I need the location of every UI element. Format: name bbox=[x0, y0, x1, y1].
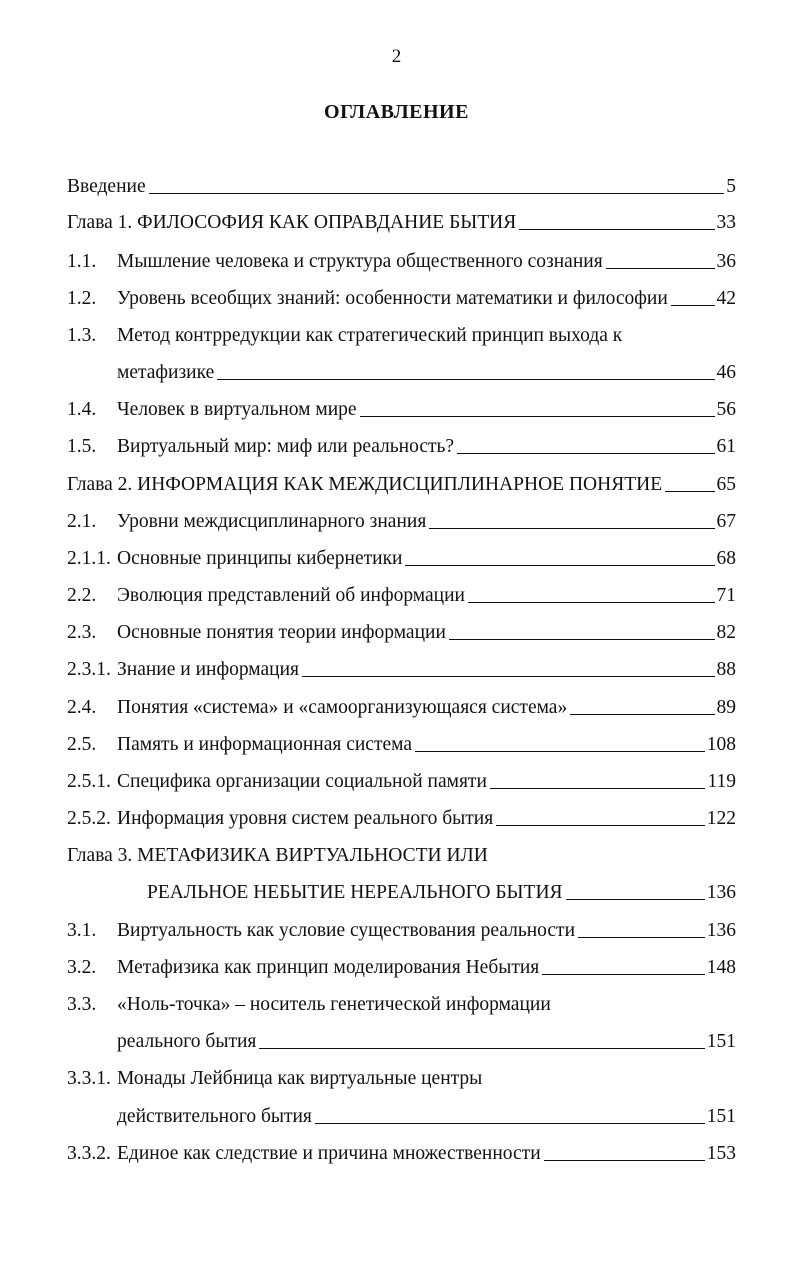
toc-entry-text: действительного бытия bbox=[117, 1106, 312, 1127]
toc-entry-number: 2.5.1. bbox=[67, 771, 111, 792]
toc-entry-1-3-continued[interactable] bbox=[67, 362, 736, 388]
dot-leader bbox=[217, 362, 714, 380]
toc-entry-1-5[interactable] bbox=[67, 436, 736, 462]
toc-entry-text: реального бытия bbox=[117, 1031, 257, 1052]
toc-entry-number: 2.3.1. bbox=[67, 659, 111, 680]
toc-title: ОГЛАВЛЕНИЕ bbox=[324, 101, 469, 123]
dot-leader bbox=[606, 251, 715, 269]
dot-leader bbox=[302, 659, 715, 677]
toc-entry-page: 71 bbox=[716, 585, 736, 606]
toc-entry-number: 2.2. bbox=[67, 585, 97, 606]
toc-entry-number: 3.3.2. bbox=[67, 1143, 111, 1164]
toc-entry-2-5-1[interactable] bbox=[67, 771, 736, 797]
dot-leader bbox=[566, 882, 705, 900]
toc-entry-2-5[interactable] bbox=[67, 734, 736, 760]
dot-leader bbox=[415, 734, 705, 752]
toc-entry-page: 122 bbox=[706, 808, 736, 829]
dot-leader bbox=[149, 176, 725, 194]
toc-entry-page: 33 bbox=[716, 212, 736, 233]
toc-entry-2-1[interactable] bbox=[67, 511, 736, 537]
toc-entry-text: Единое как следствие и причина множественности bbox=[117, 1143, 541, 1164]
toc-entry-page: 88 bbox=[716, 659, 736, 680]
toc-entry-number: 2.5. bbox=[67, 734, 97, 755]
toc-entry-chapter-2[interactable] bbox=[67, 474, 736, 500]
dot-leader bbox=[542, 957, 704, 975]
dot-leader bbox=[665, 474, 714, 492]
toc-entry-page: 46 bbox=[716, 362, 736, 383]
toc-entry-text: метафизике bbox=[117, 362, 215, 383]
dot-leader bbox=[578, 920, 705, 938]
toc-entry-text: Мышление человека и структура общественного сознания bbox=[117, 251, 603, 272]
dot-leader bbox=[468, 585, 715, 603]
dot-leader bbox=[496, 808, 705, 826]
toc-entry-text: Монады Лейбница как виртуальные центры bbox=[117, 1068, 483, 1089]
toc-entry-number: 3.1. bbox=[67, 920, 97, 941]
toc-entry-text: РЕАЛЬНОЕ НЕБЫТИЕ НЕРЕАЛЬНОГО БЫТИЯ bbox=[147, 882, 563, 903]
toc-entry-3-1[interactable] bbox=[67, 920, 736, 946]
toc-entry-page: 65 bbox=[716, 474, 736, 495]
toc-entry-introduction[interactable] bbox=[67, 176, 736, 202]
toc-entry-2-3[interactable] bbox=[67, 622, 736, 648]
toc-entry-1-3[interactable] bbox=[67, 325, 736, 351]
toc-entry-3-3-1-continued[interactable] bbox=[67, 1106, 736, 1132]
toc-entry-3-3-continued[interactable] bbox=[67, 1031, 736, 1057]
toc-entry-chapter-3-continued[interactable] bbox=[67, 882, 736, 908]
toc-entry-number: 1.2. bbox=[67, 288, 97, 309]
dot-leader bbox=[405, 548, 714, 566]
toc-entry-page: 68 bbox=[716, 548, 736, 569]
toc-entry-text: Память и информационная система bbox=[117, 734, 412, 755]
dot-leader bbox=[519, 212, 714, 230]
toc-entry-page: 5 bbox=[726, 176, 736, 197]
toc-entry-text: Информация уровня систем реального бытия bbox=[117, 808, 494, 829]
toc-entry-page: 67 bbox=[716, 511, 736, 532]
toc-entry-page: 151 bbox=[706, 1106, 736, 1127]
toc-entry-page: 82 bbox=[716, 622, 736, 643]
page-number: 2 bbox=[391, 46, 402, 67]
dot-leader bbox=[259, 1031, 704, 1049]
toc-entry-number: 2.1.1. bbox=[67, 548, 111, 569]
dot-leader bbox=[671, 288, 715, 306]
toc-entry-number: 2.1. bbox=[67, 511, 97, 532]
toc-entry-number: 3.3.1. bbox=[67, 1068, 111, 1089]
toc-entry-page: 89 bbox=[716, 697, 736, 718]
toc-entry-2-2[interactable] bbox=[67, 585, 736, 611]
toc-entry-2-1-1[interactable] bbox=[67, 548, 736, 574]
toc-entry-3-3[interactable] bbox=[67, 994, 736, 1020]
toc-entry-page: 136 bbox=[706, 882, 736, 903]
toc-entry-number: 2.5.2. bbox=[67, 808, 111, 829]
toc-entry-number: 1.5. bbox=[67, 436, 97, 457]
dot-leader bbox=[315, 1106, 705, 1124]
toc-entry-number: 1.4. bbox=[67, 399, 97, 420]
toc-entry-number: 3.3. bbox=[67, 994, 97, 1015]
toc-entry-1-1[interactable] bbox=[67, 251, 736, 277]
toc-entry-page: 61 bbox=[716, 436, 736, 457]
toc-entry-text: Метафизика как принцип моделирования Небытия bbox=[117, 957, 540, 978]
toc-entry-number: 2.3. bbox=[67, 622, 97, 643]
toc-entry-2-3-1[interactable] bbox=[67, 659, 736, 685]
toc-entry-page: 151 bbox=[706, 1031, 736, 1052]
dot-leader bbox=[449, 622, 715, 640]
toc-entry-text: Знание и информация bbox=[117, 659, 299, 680]
toc-entry-3-3-1[interactable] bbox=[67, 1068, 736, 1094]
toc-entry-page: 108 bbox=[706, 734, 736, 755]
toc-entry-text: Виртуальный мир: миф или реальность? bbox=[117, 436, 455, 457]
dot-leader bbox=[490, 771, 706, 789]
toc-entry-text: Метод контрредукции как стратегический принцип выхода к bbox=[117, 325, 623, 346]
toc-entry-text: Понятия «система» и «самоорганизующаяся система» bbox=[117, 697, 568, 718]
toc-entry-number: 1.1. bbox=[67, 251, 97, 272]
dot-leader bbox=[457, 436, 714, 454]
toc-entry-page: 42 bbox=[716, 288, 736, 309]
toc-entry-number: 2.4. bbox=[67, 697, 97, 718]
toc-entry-text: Человек в виртуальном мире bbox=[117, 399, 357, 420]
dot-leader bbox=[544, 1143, 705, 1161]
toc-entry-chapter-1[interactable] bbox=[67, 212, 736, 238]
toc-entry-text: Глава 3. МЕТАФИЗИКА ВИРТУАЛЬНОСТИ ИЛИ bbox=[67, 845, 488, 866]
toc-entry-page: 136 bbox=[706, 920, 736, 941]
dot-leader bbox=[570, 697, 714, 715]
toc-entry-text: Виртуальность как условие существования реальности bbox=[117, 920, 576, 941]
toc-entry-2-5-2[interactable] bbox=[67, 808, 736, 834]
toc-entry-page: 56 bbox=[716, 399, 736, 420]
toc-entry-text: Уровни междисциплинарного знания bbox=[117, 511, 427, 532]
toc-entry-page: 119 bbox=[707, 771, 736, 792]
toc-entry-chapter-3[interactable] bbox=[67, 845, 736, 871]
toc-entry-page: 153 bbox=[706, 1143, 736, 1164]
toc-entry-text: Глава 1. ФИЛОСОФИЯ КАК ОПРАВДАНИЕ БЫТИЯ bbox=[67, 212, 517, 233]
toc-entry-3-3-2[interactable] bbox=[67, 1143, 736, 1169]
toc-entry-text: Уровень всеобщих знаний: особенности математики и философии bbox=[117, 288, 668, 309]
toc-entry-text: Эволюция представлений об информации bbox=[117, 585, 465, 606]
toc-entry-text: Основные принципы кибернетики bbox=[117, 548, 403, 569]
toc-entry-text: Глава 2. ИНФОРМАЦИЯ КАК МЕЖДИСЦИПЛИНАРНОЕ ПОНЯТИЕ bbox=[67, 474, 663, 495]
toc-entry-text: «Ноль-точка» – носитель генетической информации bbox=[117, 994, 551, 1015]
toc-entry-number: 1.3. bbox=[67, 325, 97, 346]
dot-leader bbox=[360, 399, 715, 417]
toc-entry-text: Введение bbox=[67, 176, 146, 197]
toc-entry-text: Специфика организации социальной памяти bbox=[117, 771, 487, 792]
toc-entry-2-4[interactable] bbox=[67, 697, 736, 723]
toc-entry-text: Основные понятия теории информации bbox=[117, 622, 446, 643]
toc-entry-1-2[interactable] bbox=[67, 288, 736, 314]
toc-entry-1-4[interactable] bbox=[67, 399, 736, 425]
toc-entry-number: 3.2. bbox=[67, 957, 97, 978]
toc-entry-3-2[interactable] bbox=[67, 957, 736, 983]
toc-entry-page: 148 bbox=[706, 957, 736, 978]
toc-entry-page: 36 bbox=[716, 251, 736, 272]
dot-leader bbox=[429, 511, 714, 529]
